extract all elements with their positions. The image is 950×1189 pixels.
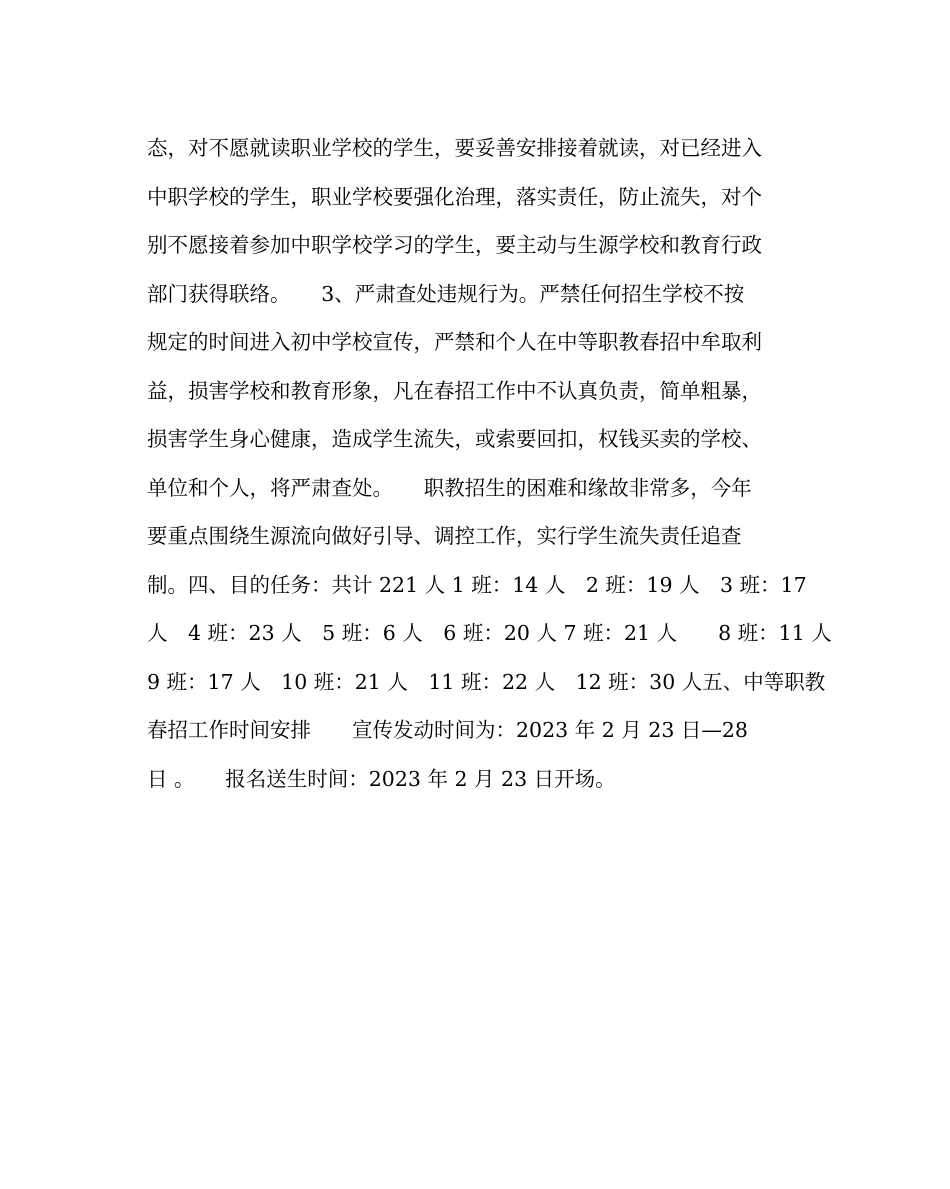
text-line: 中职学校的学生，职业学校要强化治理，落实责任，防止流失，对个 bbox=[147, 184, 762, 209]
text-line: 损害学生身心健康，造成学生流失，或索要回扣，权钱买卖的学校、 bbox=[147, 427, 762, 451]
text-line: 部门获得联络。 3、严肃查处违规行为。严禁任何招生学校不按 bbox=[147, 281, 745, 306]
text-line: 日 。 报名送生时间：2023 年 2 月 23 日开场。 bbox=[147, 766, 616, 791]
text-line: 态，对不愿就读职业学校的学生，要妥善安排接着就读，对已经进入 bbox=[147, 136, 762, 160]
text-line: 春招工作时间安排 宣传发动时间为：2023 年 2 月 23 日—28 bbox=[147, 718, 748, 742]
body-text bbox=[147, 124, 832, 803]
text-line: 单位和个人，将严肃查处。 职教招生的困难和缘故非常多，今年 bbox=[147, 475, 752, 500]
text-line: 益，损害学校和教育形象，凡在春招工作中不认真负责，简单粗暴， bbox=[147, 378, 762, 403]
text-line: 规定的时间进入初中学校宣传，严禁和个人在中等职教春招中牟取利 bbox=[147, 330, 762, 354]
text-line: 别不愿接着参加中职学校学习的学生，要主动与生源学校和教育行政 bbox=[147, 233, 762, 257]
text-line: 人 4 班：23 人 5 班：6 人 6 班：20 人 7 班：21 人 8 班：11 人 bbox=[147, 621, 832, 645]
text-line: 制。四、目的任务：共计 221 人 1 班：14 人 2 班：19 人 3 班：17 bbox=[147, 572, 807, 597]
text-line: 9 班：17 人 10 班：21 人 11 班：22 人 12 班：30 人五、中等职教 bbox=[147, 669, 826, 694]
text-line: 要重点围绕生源流向做好引导、调控工作，实行学生流失责任追查 bbox=[147, 524, 742, 548]
